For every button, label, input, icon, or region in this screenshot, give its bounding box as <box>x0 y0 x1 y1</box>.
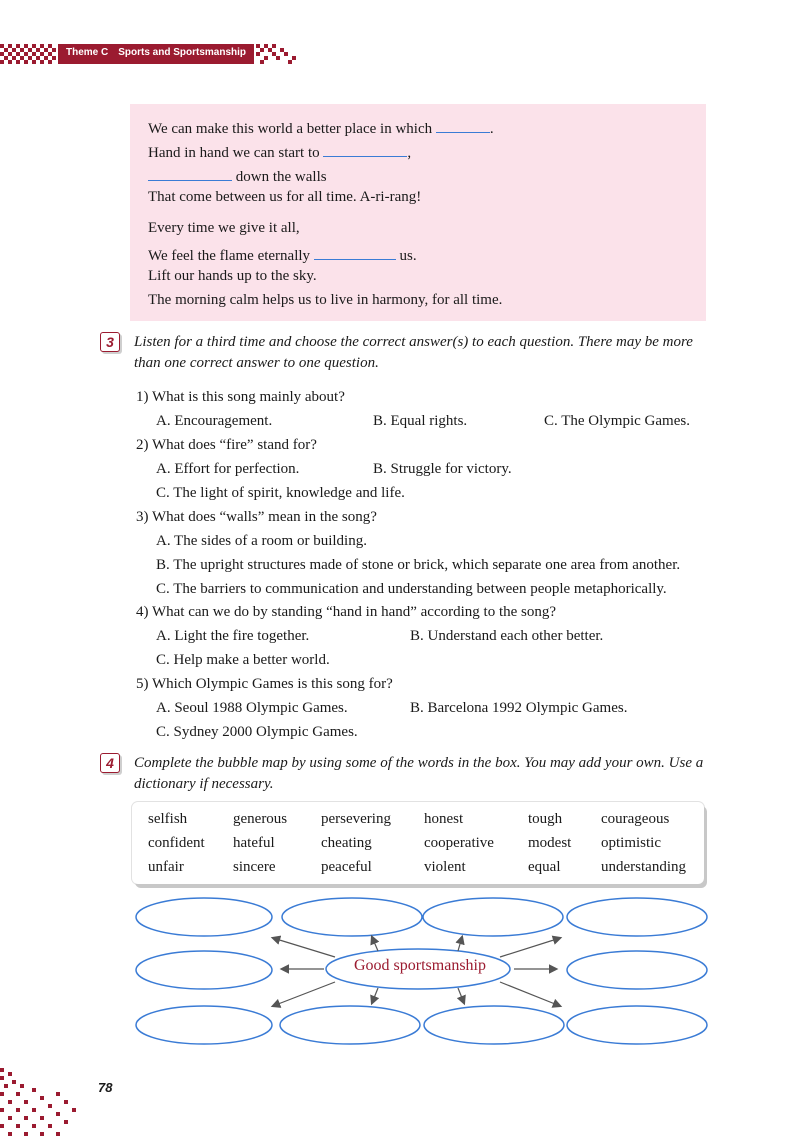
blank-1[interactable] <box>436 118 490 133</box>
arrow-down-mid-right <box>458 988 464 1003</box>
task-3-number: 3 <box>100 332 120 352</box>
q3-option-c[interactable]: C. The barriers to communication and understanding between people metaphorically. <box>156 581 667 597</box>
q5-option-a[interactable]: A. Seoul 1988 Olympic Games. <box>156 700 348 716</box>
word: honest <box>424 811 464 827</box>
q1-option-a[interactable]: A. Encouragement. <box>156 413 273 429</box>
lyric-line-3: down the walls <box>148 166 327 186</box>
question-2: 2) What does “fire” stand for? <box>136 437 317 453</box>
page-header <box>0 44 800 66</box>
question-4: 4) What can we do by standing “hand in hand” according to the song? <box>136 604 557 620</box>
blank-4[interactable] <box>314 245 396 260</box>
word: cheating <box>321 835 372 851</box>
q3-option-b[interactable]: B. The upright structures made of stone or brick, which separate one area from another. <box>156 557 681 573</box>
blank-2[interactable] <box>323 142 407 157</box>
word: hateful <box>233 835 275 851</box>
lyric-line-2: Hand in hand we can start to , <box>148 142 411 162</box>
task-4-number: 4 <box>100 753 120 773</box>
footer-checker <box>0 1068 96 1138</box>
q2-option-b[interactable]: B. Struggle for victory. <box>373 461 512 477</box>
word: persevering <box>321 811 391 827</box>
lyric-line-4: That come between us for all time. A-ri-rang! <box>148 189 422 205</box>
bubble-top-4[interactable] <box>567 898 707 936</box>
header-checker-left <box>0 44 58 64</box>
center-label: Good sportsmanship <box>354 957 486 974</box>
bubble-mid-right[interactable] <box>567 951 707 989</box>
word: equal <box>528 859 561 875</box>
q5-option-c[interactable]: C. Sydney 2000 Olympic Games. <box>156 724 358 740</box>
bubble-bottom-1[interactable] <box>136 1006 272 1044</box>
bubble-top-3[interactable] <box>423 898 563 936</box>
q4-option-c[interactable]: C. Help make a better world. <box>156 652 330 668</box>
header-checker-right <box>256 44 296 66</box>
lyric-line-7: Lift our hands up to the sky. <box>148 268 317 284</box>
bubble-bottom-2[interactable] <box>280 1006 420 1044</box>
word: selfish <box>148 811 188 827</box>
blank-3[interactable] <box>148 166 232 181</box>
bubble-bottom-4[interactable] <box>567 1006 707 1044</box>
word: modest <box>528 835 572 851</box>
word: generous <box>233 811 288 827</box>
q4-option-a[interactable]: A. Light the fire together. <box>156 628 310 644</box>
bubble-top-1[interactable] <box>136 898 272 936</box>
word: optimistic <box>601 835 661 851</box>
word: cooperative <box>424 835 494 851</box>
lyric-line-5: Every time we give it all, <box>148 220 300 236</box>
q2-option-c[interactable]: C. The light of spirit, knowledge and life. <box>156 485 405 501</box>
word: courageous <box>601 811 670 827</box>
bubble-bottom-3[interactable] <box>424 1006 564 1044</box>
q2-option-a[interactable]: A. Effort for perfection. <box>156 461 300 477</box>
theme-title: Sports and Sportsmanship <box>118 47 247 58</box>
bubble-top-2[interactable] <box>282 898 422 936</box>
bubble-mid-left[interactable] <box>136 951 272 989</box>
question-3: 3) What does “walls” mean in the song? <box>136 509 377 525</box>
q1-option-c[interactable]: C. The Olympic Games. <box>544 413 690 429</box>
word: tough <box>528 811 563 827</box>
word: confident <box>148 835 205 851</box>
theme-label: Theme C <box>66 47 109 58</box>
q5-option-b[interactable]: B. Barcelona 1992 Olympic Games. <box>410 700 628 716</box>
word: peaceful <box>321 859 372 875</box>
question-1: 1) What is this song mainly about? <box>136 389 345 405</box>
q3-option-a[interactable]: A. The sides of a room or building. <box>156 533 367 549</box>
question-5: 5) Which Olympic Games is this song for? <box>136 676 393 692</box>
q4-option-b[interactable]: B. Understand each other better. <box>410 628 604 644</box>
word: understanding <box>601 859 686 875</box>
lyric-line-1: We can make this world a better place in which . <box>148 118 494 138</box>
task-3-instruction: Listen for a third time and choose the correct answer(s) to each question. There may be more than one correct answer to one question. <box>134 334 693 371</box>
lyric-line-8: The morning calm helps us to live in harmony, for all time. <box>148 292 503 308</box>
arrow-down-mid-left <box>372 988 378 1003</box>
header-title <box>66 47 246 58</box>
page-number: 78 <box>98 1080 113 1095</box>
arrow-up-mid-left <box>372 937 378 951</box>
arrow-down-right <box>500 982 560 1006</box>
word: sincere <box>233 859 276 875</box>
task-4-instruction: Complete the bubble map by using some of the words in the box. You may add your own. Use a dictionary if necessary. <box>134 755 704 792</box>
arrow-up-mid-right <box>458 937 462 951</box>
q1-option-b[interactable]: B. Equal rights. <box>373 413 468 429</box>
arrow-down-left <box>273 982 335 1006</box>
word: unfair <box>148 859 184 875</box>
arrow-up-right <box>500 938 560 957</box>
arrow-up-left <box>273 938 335 957</box>
word: violent <box>424 859 466 875</box>
lyric-line-6: We feel the flame eternally us. <box>148 245 417 265</box>
